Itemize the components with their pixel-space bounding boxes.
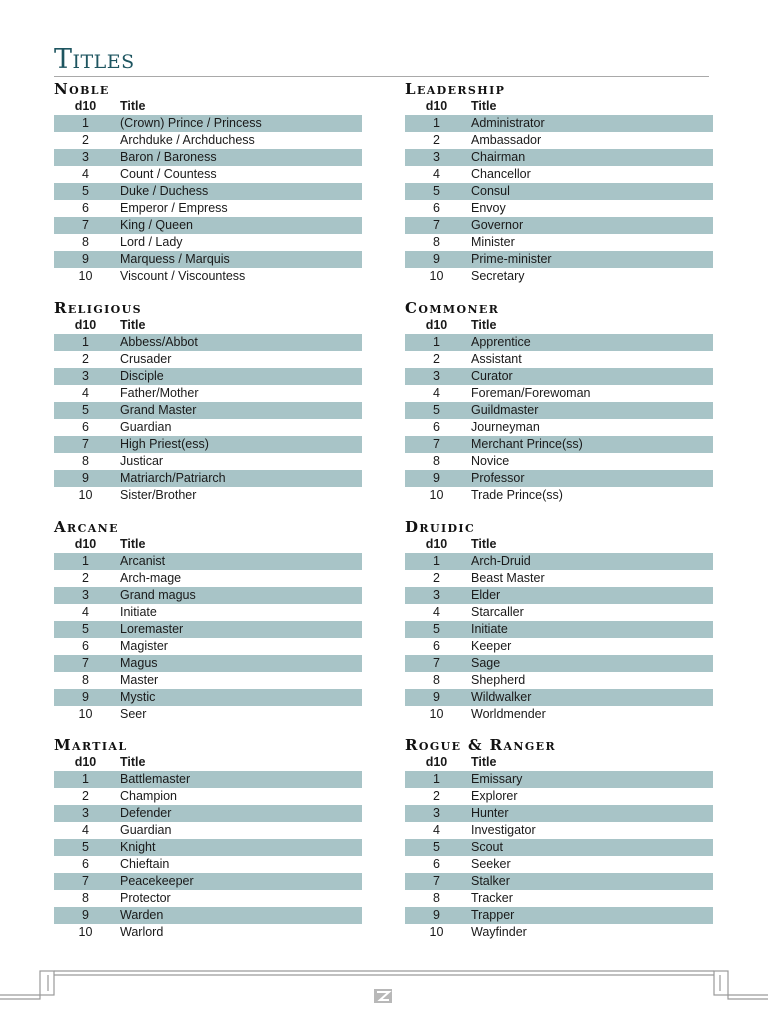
- title-name: Sister/Brother: [120, 488, 197, 502]
- title-name: Beast Master: [471, 571, 545, 585]
- title-name: Peacekeeper: [120, 874, 194, 888]
- title-name: Stalker: [471, 874, 510, 888]
- table-row: [54, 470, 362, 487]
- section-martial: [54, 736, 362, 941]
- roll-number: 8: [82, 891, 89, 905]
- table-row: [405, 453, 713, 470]
- roll-number: 5: [433, 184, 440, 198]
- roll-number: 6: [433, 420, 440, 434]
- roll-number: 4: [82, 167, 89, 181]
- table-row: [54, 166, 362, 183]
- roll-number: 9: [433, 690, 440, 704]
- title-name: Administrator: [471, 116, 545, 130]
- table-row: [54, 907, 362, 924]
- roll-number: 4: [433, 386, 440, 400]
- column-header-roll: d10: [74, 318, 97, 332]
- roll-number: 6: [82, 420, 89, 434]
- table-row: [405, 856, 713, 873]
- roll-number: 1: [433, 116, 440, 130]
- table-row: [54, 487, 362, 504]
- roll-number: 2: [433, 352, 440, 366]
- table-row: [54, 771, 362, 788]
- roll-number: 6: [82, 639, 89, 653]
- table-row: [405, 890, 713, 907]
- roll-number: 4: [433, 167, 440, 181]
- table-row: [405, 385, 713, 402]
- roll-number: 3: [433, 588, 440, 602]
- roll-number: 1: [82, 335, 89, 349]
- title-name: Professor: [471, 471, 525, 485]
- page-title: Titles: [54, 44, 135, 75]
- title-name: Warlord: [120, 925, 164, 939]
- roll-number: 10: [429, 269, 444, 283]
- roll-number: 3: [433, 806, 440, 820]
- table-row: [54, 553, 362, 570]
- title-name: Trade Prince(ss): [471, 488, 563, 502]
- section-leadership: [405, 80, 713, 285]
- roll-number: 2: [82, 789, 89, 803]
- title-name: Mystic: [120, 690, 156, 704]
- column-header-title: Title: [471, 537, 497, 551]
- roll-number: 2: [82, 352, 89, 366]
- table-row: [405, 436, 713, 453]
- table-row: [405, 873, 713, 890]
- roll-number: 8: [82, 673, 89, 687]
- title-name: Seeker: [471, 857, 511, 871]
- column-header-title: Title: [120, 99, 146, 113]
- roll-number: 4: [433, 605, 440, 619]
- table-row: [54, 621, 362, 638]
- table-row: [54, 368, 362, 385]
- table-row: [54, 638, 362, 655]
- title-name: Master: [120, 673, 159, 687]
- title-name: Chieftain: [120, 857, 170, 871]
- title-name: (Crown) Prince / Princess: [120, 116, 262, 130]
- roll-number: 4: [82, 823, 89, 837]
- title-name: Consul: [471, 184, 510, 198]
- title-name: Archduke / Archduchess: [120, 133, 255, 147]
- table-row: [405, 587, 713, 604]
- roll-number: 8: [433, 891, 440, 905]
- title-name: Minister: [471, 235, 515, 249]
- title-name: Duke / Duchess: [120, 184, 209, 198]
- column-header-roll: d10: [74, 755, 97, 769]
- roll-number: 2: [82, 133, 89, 147]
- roll-number: 1: [82, 772, 89, 786]
- roll-number: 7: [433, 437, 440, 451]
- roll-number: 4: [82, 605, 89, 619]
- title-name: Wayfinder: [471, 925, 527, 939]
- roll-number: 8: [433, 673, 440, 687]
- roll-number: 9: [82, 252, 89, 266]
- title-name: Chancellor: [471, 167, 531, 181]
- title-name: Wildwalker: [471, 690, 532, 704]
- table-row: [405, 166, 713, 183]
- table-row: [54, 334, 362, 351]
- roll-number: 1: [433, 335, 440, 349]
- title-name: Viscount / Viscountess: [120, 269, 246, 283]
- roll-number: 6: [433, 639, 440, 653]
- table-row: [405, 149, 713, 166]
- title-name: Curator: [471, 369, 513, 383]
- section-heading: Leadership: [405, 80, 506, 98]
- roll-number: 7: [433, 874, 440, 888]
- column-header-roll: d10: [425, 318, 448, 332]
- roll-number: 6: [82, 201, 89, 215]
- title-name: Father/Mother: [120, 386, 199, 400]
- roll-number: 7: [433, 656, 440, 670]
- roll-number: 9: [433, 908, 440, 922]
- column-header-title: Title: [120, 318, 146, 332]
- section-rogue-ranger: [405, 736, 713, 941]
- table-row: [54, 402, 362, 419]
- title-name: Envoy: [471, 201, 506, 215]
- table-row: [54, 200, 362, 217]
- title-name: King / Queen: [120, 218, 193, 232]
- column-header-title: Title: [471, 755, 497, 769]
- title-name: Battlemaster: [120, 772, 191, 786]
- table-row: [54, 385, 362, 402]
- section-druidic: [405, 518, 713, 723]
- roll-number: 6: [82, 857, 89, 871]
- roll-number: 9: [433, 471, 440, 485]
- table-header: [54, 754, 362, 771]
- table-row: [405, 655, 713, 672]
- title-name: Warden: [120, 908, 164, 922]
- table-row: [54, 217, 362, 234]
- title-name: Governor: [471, 218, 524, 232]
- title-name: Baron / Baroness: [120, 150, 217, 164]
- roll-number: 8: [82, 235, 89, 249]
- column-header-roll: d10: [425, 537, 448, 551]
- title-name: Ambassador: [471, 133, 542, 147]
- table-row: [405, 217, 713, 234]
- table-row: [405, 924, 713, 941]
- roll-number: 5: [433, 622, 440, 636]
- column-header-title: Title: [471, 318, 497, 332]
- table-row: [405, 689, 713, 706]
- roll-number: 8: [82, 454, 89, 468]
- table-row: [405, 907, 713, 924]
- table-row: [54, 706, 362, 723]
- title-name: Emperor / Empress: [120, 201, 228, 215]
- title-name: Guardian: [120, 420, 172, 434]
- section-heading: Rogue & Ranger: [405, 736, 556, 754]
- table-row: [54, 924, 362, 941]
- title-name: Foreman/Forewoman: [471, 386, 591, 400]
- title-name: Emissary: [471, 772, 523, 786]
- title-name: Prime-minister: [471, 252, 552, 266]
- title-name: Grand magus: [120, 588, 196, 602]
- table-row: [405, 402, 713, 419]
- roll-number: 8: [433, 454, 440, 468]
- table-row: [54, 570, 362, 587]
- title-name: Elder: [471, 588, 501, 602]
- roll-number: 5: [82, 184, 89, 198]
- title-name: Journeyman: [471, 420, 540, 434]
- table-row: [54, 587, 362, 604]
- title-name: Count / Countess: [120, 167, 217, 181]
- roll-number: 1: [82, 116, 89, 130]
- table-row: [54, 183, 362, 200]
- roll-number: 7: [82, 656, 89, 670]
- table-header: [54, 317, 362, 334]
- title-name: Chairman: [471, 150, 526, 164]
- title-name: Starcaller: [471, 605, 524, 619]
- roll-number: 10: [78, 488, 93, 502]
- table-row: [54, 132, 362, 149]
- roll-number: 6: [433, 201, 440, 215]
- roll-number: 6: [433, 857, 440, 871]
- table-row: [54, 822, 362, 839]
- title-name: Crusader: [120, 352, 172, 366]
- title-name: Apprentice: [471, 335, 531, 349]
- table-header: [54, 98, 362, 115]
- roll-number: 5: [82, 622, 89, 636]
- section-heading: Religious: [54, 299, 142, 317]
- table-row: [54, 604, 362, 621]
- section-heading: Druidic: [405, 518, 476, 536]
- roll-number: 3: [433, 369, 440, 383]
- roll-number: 10: [429, 488, 444, 502]
- roll-number: 5: [82, 403, 89, 417]
- table-row: [54, 890, 362, 907]
- title-name: Guardian: [120, 823, 172, 837]
- title-name: Shepherd: [471, 673, 526, 687]
- column-header-roll: d10: [425, 755, 448, 769]
- roll-number: 3: [82, 150, 89, 164]
- title-name: Assistant: [471, 352, 522, 366]
- column-header-roll: d10: [74, 99, 97, 113]
- title-name: Seer: [120, 707, 147, 721]
- title-name: Investigator: [471, 823, 536, 837]
- title-name: Matriarch/Patriarch: [120, 471, 226, 485]
- title-name: Knight: [120, 840, 156, 854]
- table-row: [405, 771, 713, 788]
- title-name: Worldmender: [471, 707, 546, 721]
- title-name: Sage: [471, 656, 501, 670]
- table-row: [405, 638, 713, 655]
- roll-number: 9: [433, 252, 440, 266]
- roll-number: 5: [433, 840, 440, 854]
- title-name: Novice: [471, 454, 510, 468]
- title-name: High Priest(ess): [120, 437, 209, 451]
- table-header: [405, 98, 713, 115]
- table-row: [54, 351, 362, 368]
- roll-number: 2: [433, 571, 440, 585]
- roll-number: 10: [78, 707, 93, 721]
- table-row: [405, 805, 713, 822]
- table-row: [405, 822, 713, 839]
- roll-number: 9: [82, 690, 89, 704]
- title-name: Guildmaster: [471, 403, 539, 417]
- table-row: [54, 115, 362, 132]
- roll-number: 4: [82, 386, 89, 400]
- roll-number: 3: [82, 806, 89, 820]
- table-row: [54, 839, 362, 856]
- roll-number: 7: [82, 874, 89, 888]
- table-row: [405, 183, 713, 200]
- roll-number: 10: [429, 707, 444, 721]
- title-name: Arch-mage: [120, 571, 182, 585]
- column-header-title: Title: [120, 755, 146, 769]
- table-row: [405, 419, 713, 436]
- table-row: [405, 115, 713, 132]
- title-name: Justicar: [120, 454, 164, 468]
- roll-number: 7: [433, 218, 440, 232]
- section-religious: [54, 299, 362, 504]
- title-divider: [54, 76, 709, 77]
- table-row: [54, 453, 362, 470]
- roll-number: 4: [433, 823, 440, 837]
- table-row: [54, 251, 362, 268]
- roll-number: 7: [82, 437, 89, 451]
- table-row: [54, 788, 362, 805]
- column-header-title: Title: [120, 537, 146, 551]
- title-name: Magister: [120, 639, 168, 653]
- publisher-logo-icon: [374, 989, 392, 1003]
- table-header: [405, 754, 713, 771]
- title-name: Initiate: [120, 605, 157, 619]
- table-row: [405, 706, 713, 723]
- table-row: [405, 368, 713, 385]
- table-row: [405, 621, 713, 638]
- title-name: Champion: [120, 789, 177, 803]
- title-name: Trapper: [471, 908, 515, 922]
- title-name: Hunter: [471, 806, 509, 820]
- roll-number: 3: [433, 150, 440, 164]
- roll-number: 9: [82, 471, 89, 485]
- table-row: [405, 672, 713, 689]
- title-name: Keeper: [471, 639, 512, 653]
- roll-number: 10: [78, 925, 93, 939]
- title-name: Initiate: [471, 622, 508, 636]
- title-name: Scout: [471, 840, 503, 854]
- table-row: [405, 234, 713, 251]
- section-heading: Arcane: [54, 518, 119, 536]
- table-header: [405, 317, 713, 334]
- section-heading: Noble: [54, 80, 110, 98]
- table-row: [405, 553, 713, 570]
- title-name: Defender: [120, 806, 172, 820]
- section-heading: Martial: [54, 736, 128, 754]
- table-row: [405, 487, 713, 504]
- table-row: [54, 234, 362, 251]
- title-name: Magus: [120, 656, 158, 670]
- roll-number: 7: [82, 218, 89, 232]
- table-row: [405, 132, 713, 149]
- title-name: Arcanist: [120, 554, 166, 568]
- table-header: [54, 536, 362, 553]
- roll-number: 5: [433, 403, 440, 417]
- title-name: Explorer: [471, 789, 518, 803]
- table-row: [405, 351, 713, 368]
- table-row: [54, 856, 362, 873]
- table-row: [54, 672, 362, 689]
- title-name: Tracker: [471, 891, 513, 905]
- table-row: [405, 604, 713, 621]
- title-name: Abbess/Abbot: [120, 335, 198, 349]
- section-arcane: [54, 518, 362, 723]
- footer-border-ornament: [0, 965, 768, 1024]
- roll-number: 1: [433, 772, 440, 786]
- table-row: [405, 200, 713, 217]
- roll-number: 10: [78, 269, 93, 283]
- roll-number: 1: [433, 554, 440, 568]
- section-commoner: [405, 299, 713, 504]
- title-name: Disciple: [120, 369, 164, 383]
- roll-number: 5: [82, 840, 89, 854]
- table-row: [405, 570, 713, 587]
- column-header-title: Title: [471, 99, 497, 113]
- table-header: [405, 536, 713, 553]
- roll-number: 9: [82, 908, 89, 922]
- table-row: [405, 470, 713, 487]
- title-name: Marquess / Marquis: [120, 252, 230, 266]
- roll-number: 2: [433, 133, 440, 147]
- title-name: Secretary: [471, 269, 525, 283]
- section-noble: [54, 80, 362, 285]
- table-row: [54, 419, 362, 436]
- table-row: [54, 689, 362, 706]
- roll-number: 8: [433, 235, 440, 249]
- roll-number: 2: [433, 789, 440, 803]
- title-name: Grand Master: [120, 403, 197, 417]
- table-row: [54, 805, 362, 822]
- title-name: Loremaster: [120, 622, 184, 636]
- section-heading: Commoner: [405, 299, 500, 317]
- table-row: [405, 788, 713, 805]
- column-header-roll: d10: [74, 537, 97, 551]
- roll-number: 1: [82, 554, 89, 568]
- roll-number: 10: [429, 925, 444, 939]
- table-row: [54, 873, 362, 890]
- table-row: [405, 251, 713, 268]
- title-name: Arch-Druid: [471, 554, 531, 568]
- title-name: Lord / Lady: [120, 235, 183, 249]
- table-row: [405, 839, 713, 856]
- title-name: Merchant Prince(ss): [471, 437, 583, 451]
- roll-number: 3: [82, 369, 89, 383]
- column-header-roll: d10: [425, 99, 448, 113]
- roll-number: 2: [82, 571, 89, 585]
- table-row: [405, 334, 713, 351]
- roll-number: 3: [82, 588, 89, 602]
- title-name: Protector: [120, 891, 171, 905]
- table-row: [54, 655, 362, 672]
- table-row: [54, 436, 362, 453]
- table-row: [54, 268, 362, 285]
- table-row: [405, 268, 713, 285]
- table-row: [54, 149, 362, 166]
